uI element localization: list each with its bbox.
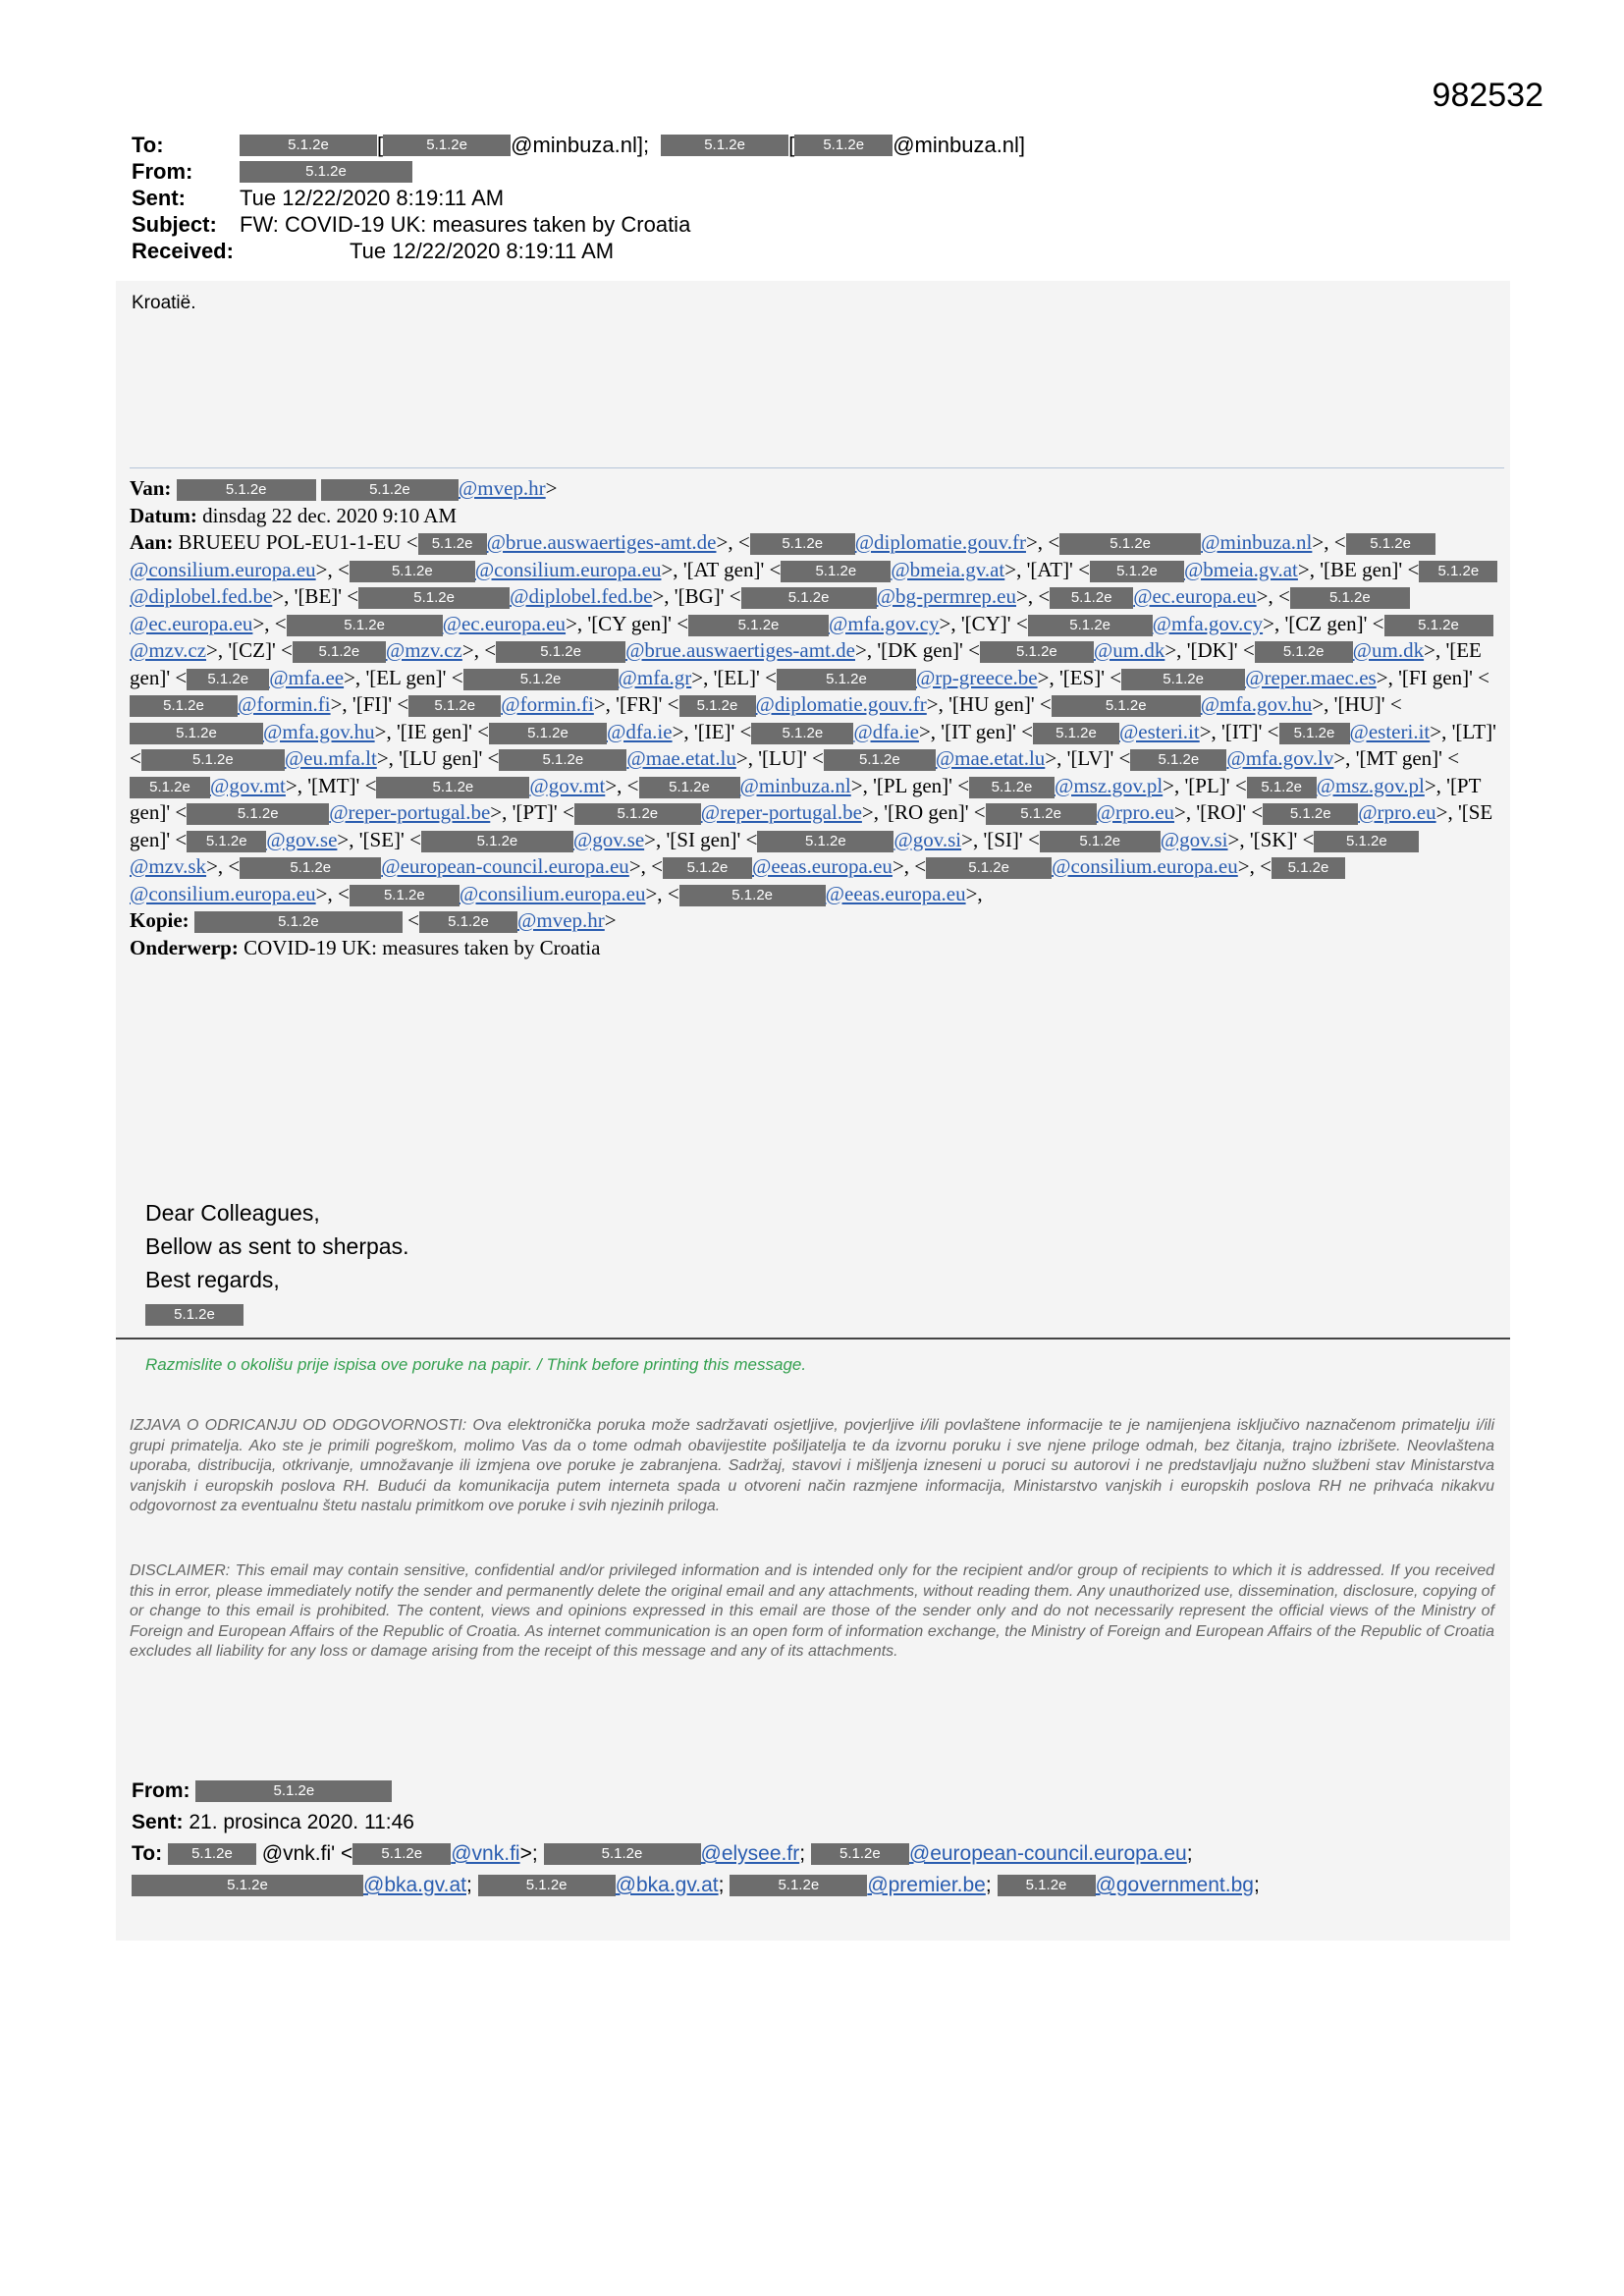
quoted-sent-value: 21. prosinca 2020. 11:46 bbox=[189, 1811, 414, 1833]
cc-email-link[interactable]: @mvep.hr bbox=[517, 908, 605, 932]
redaction-box: 5.1.2e bbox=[824, 749, 936, 771]
recipient-label: '[DK gen]' bbox=[877, 638, 963, 662]
redaction-box: 5.1.2e bbox=[1314, 831, 1419, 852]
disclaimer-croatian: IZJAVA O ODRICANJU OD ODGOVORNOSTI: Ova elektronička poruka može sadržavati osjetljive, povjerljive i/ili povlaštene informacije te je namijenjena isključivo naznačenom primatelju i/ili grupi primatelja. Ako ste je primili pogreškom, molimo Vas da o tome odmah obavijestite pošiljatelja te da izvornu poruku i sve njene priloge odmah, bez čitanja, trajno izbrišete. Neovlaštena uporaba, distribucija, otkrivanje, umnožavanje ili izmjena ove poruke je zabranjena. Sadržaj, stavovi i mišljenja izneseni u poruci su autorovi i ne predstavljaju nužno službeni stav Ministarstva vanjskih i europskih poslova RH. Budući da komunikacija putem interneta spada u otvoreni način razmjene informacija, Ministarstvo vanjskih i europskih poslova RH ne prihvaća nikakvu odgovornost za eventualnu štetu nastalu primitkom ove poruke i svih njezinih priloga. bbox=[130, 1417, 1494, 1514]
redaction-box: 5.1.2e bbox=[998, 1875, 1096, 1896]
redaction-box: 5.1.2e bbox=[1272, 857, 1345, 879]
recipient-email-link[interactable]: @mfa.gov.cy bbox=[1152, 611, 1264, 635]
recipient-email-link[interactable]: @diplomatie.gouv.fr bbox=[854, 530, 1026, 554]
greeting bbox=[145, 1196, 408, 1330]
redaction-box: 5.1.2e bbox=[1130, 749, 1226, 771]
recipient-label: '[RO gen]' bbox=[884, 800, 969, 824]
recipient-email-link[interactable]: @minbuza.nl bbox=[1201, 530, 1313, 554]
redaction-box: 5.1.2e bbox=[287, 615, 443, 636]
subject-label: Subject: bbox=[132, 212, 217, 237]
redaction-box: 5.1.2e bbox=[1052, 695, 1201, 717]
recipient-list: < 5.1.2e @brue.auswaertiges-amt.de>, < 5.1.2e @diplomatie.gouv.fr>, < 5.1.2e @minbuza.nl>, < 5.1.2e@consilium.europa.eu>, < 5.1.2e @consilium.europa.eu>, '[AT gen]' < 5.1.2e @bmeia.gv.at>, '[AT]' < 5.1.2e @bmeia.gv.at>, '[BE gen]' < 5.1.2e@diplobel.fed.be>, '[BE]' < 5.1.2e @diplobel.fed.be>, '[BG]' < 5.1.2e @bg-permrep.eu>, < 5.1.2e @ec.europa.eu>, < 5.1.2e@ec.europa.eu>, < 5.1.2e @ec.europa.eu>, '[CY gen]' < 5.1.2e @mfa.gov.cy>, '[CY]' < 5.1.2e @mfa.gov.cy>, '[CZ gen]' < 5.1.2e@mzv.cz>, '[CZ]' < 5.1.2e @mzv.cz>, < 5.1.2e @brue.auswaertiges-amt.de>, '[DK gen]' < 5.1.2e @um.dk>, '[DK]' < 5.1.2e @um.dk>, '[EE gen]' < 5.1.2e @mfa.ee>, '[EL gen]' < 5.1.2e @mfa.gr>, '[EL]' < 5.1.2e @rp-greece.be>, '[ES]' < 5.1.2e @reper.maec.es>, '[FI gen]' <5.1.2e @formin.fi>, '[FI]' < 5.1.2e @formin.fi>, '[FR]' < 5.1.2e @diplomatie.gouv.fr>, '[HU gen]' < 5.1.2e @mfa.gov.hu>, '[HU]' <5.1.2e @mfa.gov.hu>, '[IE gen]' < 5.1.2e @dfa.ie>, '[IE]' < 5.1.2e @dfa.ie>, '[IT gen]' < 5.1.2e @esteri.it>, '[IT]' < 5.1.2e @esteri.it>, '[LT]' < 5.1.2e @eu.mfa.lt>, '[LU gen]' < 5.1.2e @mae.etat.lu>, '[LU]' < 5.1.2e @mae.etat.lu>, '[LV]' < 5.1.2e @mfa.gov.lv>, '[MT gen]' <5.1.2e @gov.mt>, '[MT]' < 5.1.2e @gov.mt>, < 5.1.2e @minbuza.nl>, '[PL gen]' < 5.1.2e @msz.gov.pl>, '[PL]' < 5.1.2e @msz.gov.pl>, '[PT gen]' < 5.1.2e @reper-portugal.be>, '[PT]' < 5.1.2e @reper-portugal.be>, '[RO gen]' < 5.1.2e @rpro.eu>, '[RO]' < 5.1.2e @rpro.eu>, '[SE gen]' < 5.1.2e @gov.se>, '[SE]' < 5.1.2e @gov.se>, '[SI gen]' < 5.1.2e @gov.si>, '[SI]' < 5.1.2e @gov.si>, '[SK]' < 5.1.2e@mzv.sk>, < 5.1.2e @european-council.europa.eu>, < 5.1.2e @eeas.europa.eu>, < 5.1.2e @consilium.europa.eu>, < 5.1.2e@consilium.europa.eu>, < 5.1.2e @consilium.europa.eu>, < 5.1.2e @eeas.europa.eu>, bbox=[130, 530, 1496, 905]
recipient-email-link[interactable]: @mfa.gov.cy bbox=[829, 611, 940, 635]
redaction-box: 5.1.2e bbox=[1419, 561, 1497, 582]
bracket: [ bbox=[788, 133, 795, 157]
recipient-email-link[interactable]: @bg-permrep.eu bbox=[876, 584, 1016, 608]
redaction-box: 5.1.2e bbox=[187, 831, 266, 852]
redaction-box: 5.1.2e bbox=[376, 777, 529, 798]
recipient-email-link[interactable]: @rpro.eu bbox=[1096, 800, 1175, 824]
recipient-email-link[interactable]: @gov.si bbox=[893, 827, 962, 851]
recipient-email-link[interactable]: @mfa.gov.hu bbox=[1200, 692, 1313, 716]
recipient-email-link[interactable]: @gov.si bbox=[1160, 827, 1228, 851]
recipient-email-link[interactable]: @reper.maec.es bbox=[1245, 665, 1377, 689]
redaction-box: 5.1.2e bbox=[130, 695, 238, 717]
recipient-email-link[interactable]: @mzv.cz bbox=[385, 638, 462, 662]
recipient-email-link[interactable]: @brue.auswaertiges-amt.de bbox=[625, 638, 855, 662]
redaction-box: 5.1.2e bbox=[132, 1875, 363, 1896]
recipient-email-link[interactable]: @formin.fi bbox=[238, 692, 331, 716]
recipient-email-link[interactable]: @reper-portugal.be bbox=[700, 800, 862, 824]
recipient-label: '[EL]' bbox=[713, 665, 760, 689]
recipient-label: '[HU]' bbox=[1333, 692, 1385, 716]
recipient-label: '[MT gen]' bbox=[1355, 746, 1442, 770]
recipient-label: '[FI gen]' bbox=[1398, 665, 1473, 689]
redaction-box: 5.1.2e bbox=[679, 695, 756, 717]
recipient-email-link[interactable]: @bmeia.gv.at bbox=[1183, 557, 1298, 581]
redaction-box: 5.1.2e bbox=[408, 695, 501, 717]
received-label: Received: bbox=[132, 239, 234, 263]
recipient-label: '[BE gen]' bbox=[1320, 557, 1403, 581]
recipient-email-link[interactable]: @rp-greece.be bbox=[915, 665, 1038, 689]
redaction-box: 5.1.2e bbox=[794, 135, 893, 156]
redaction-box: 5.1.2e bbox=[679, 885, 826, 906]
recipient-label: '[SI gen]' bbox=[666, 827, 741, 851]
eco-note: Razmislite o okolišu prije ispisa ove poruke na papir. / Think before printing this message. bbox=[145, 1355, 807, 1374]
redaction-box: 5.1.2e bbox=[141, 749, 285, 771]
redaction-box: 5.1.2e bbox=[240, 161, 412, 183]
recipient-email-link[interactable]: @mzv.cz bbox=[130, 638, 207, 662]
recipient-email-link[interactable]: @consilium.europa.eu bbox=[1052, 854, 1238, 878]
quoted-to-line: To: 5.1.2e @vnk.fi' < 5.1.2e @vnk.fi>; 5.1.2e @elysee.fr; 5.1.2e @european-council.europa.eu; bbox=[132, 1842, 1193, 1865]
redaction-box: 5.1.2e bbox=[421, 831, 573, 852]
redaction-box: 5.1.2e bbox=[350, 885, 460, 906]
recipient-label: '[LU gen]' bbox=[399, 746, 483, 770]
received-value: Tue 12/22/2020 8:19:11 AM bbox=[350, 239, 615, 263]
quoted-to-link[interactable]: @vnk.fi bbox=[451, 1842, 520, 1865]
disclaimer-english: DISCLAIMER: This email may contain sensitive, confidential and/or privileged information and is intended only for the recipient and/or group of recipients to which it is addressed. If you received this in error, please immediately notify the sender and permanently delete the original email and any attachments, without reading them. Any unauthorized use, dissemination, disclosure, copying of or change to this email is prohibited. The content, views and opinions expressed in this email are those of the sender only and do not necessarily represent the official views of the Ministry of Foreign and European Affairs of the Republic of Croatia. As internet communication is an open form of information exchange, the Ministry of Foreign and European Affairs of the Republic of Croatia excludes all liability for any loss or damage arising from the receipt of this message and any of its attachments. bbox=[130, 1562, 1494, 1660]
redaction-box: 5.1.2e bbox=[1263, 803, 1358, 825]
recipient-label: '[BE]' bbox=[294, 584, 343, 608]
kopie-line: Kopie: 5.1.2e < 5.1.2e @mvep.hr> bbox=[130, 908, 617, 932]
recipient-label: '[IE gen]' bbox=[396, 719, 472, 743]
to-row bbox=[132, 132, 1025, 158]
aan-first: BRUEEU POL-EU1-1-EU bbox=[178, 530, 402, 554]
recipient-email-link[interactable]: @msz.gov.pl bbox=[1055, 773, 1164, 797]
body-intro: Kroatië. bbox=[132, 293, 196, 313]
recipient-label: '[SE gen]' bbox=[130, 800, 1493, 851]
recipient-email-link[interactable]: @reper-portugal.be bbox=[329, 800, 491, 824]
redaction-box: 5.1.2e bbox=[478, 1875, 616, 1896]
quoted-sent-line bbox=[132, 1807, 1260, 1838]
recipient-label: '[IE]' bbox=[693, 719, 735, 743]
redaction-box: 5.1.2e bbox=[1290, 587, 1410, 609]
redaction-box: 5.1.2e bbox=[639, 777, 740, 798]
redaction-box: 5.1.2e bbox=[1121, 669, 1245, 690]
quoted-to-link[interactable]: @government.bg bbox=[1095, 1874, 1254, 1896]
recipient-email-link[interactable]: @ec.europa.eu bbox=[130, 611, 253, 635]
redaction-box: 5.1.2e bbox=[926, 857, 1052, 879]
to-domain: @minbuza.nl] bbox=[893, 133, 1026, 157]
redaction-box: 5.1.2e bbox=[187, 669, 269, 690]
quoted-from-line bbox=[132, 1776, 1260, 1807]
redaction-box: 5.1.2e bbox=[195, 1780, 392, 1802]
recipient-email-link[interactable]: @eeas.europa.eu bbox=[825, 881, 966, 905]
recipient-label: '[SI]' bbox=[983, 827, 1023, 851]
onderwerp-value: COVID-19 UK: measures taken by Croatia bbox=[244, 935, 601, 959]
to-label: To: bbox=[132, 133, 164, 157]
recipient-label: '[FI]' bbox=[352, 692, 393, 716]
quoted-from-label: From: bbox=[132, 1779, 190, 1802]
recipient-label: '[IT gen]' bbox=[941, 719, 1016, 743]
redaction-box: 5.1.2e bbox=[663, 857, 752, 879]
greeting-line: Bellow as sent to sherpas. bbox=[145, 1233, 409, 1259]
recipient-label: '[RO]' bbox=[1196, 800, 1247, 824]
redaction-box: 5.1.2e bbox=[544, 1843, 701, 1865]
datum-value: dinsdag 22 dec. 2020 9:10 AM bbox=[202, 503, 458, 527]
redaction-box: 5.1.2e bbox=[489, 723, 607, 744]
recipient-email-link[interactable]: @gov.se bbox=[266, 827, 338, 851]
recipient-email-link[interactable]: @um.dk bbox=[1093, 638, 1165, 662]
sent-value: Tue 12/22/2020 8:19:11 AM bbox=[240, 186, 505, 210]
van-label: Van: bbox=[130, 476, 172, 500]
redaction-box: 5.1.2e bbox=[986, 803, 1097, 825]
quoted-to-label: To: bbox=[132, 1842, 163, 1865]
redaction-box: 5.1.2e bbox=[1050, 587, 1133, 609]
from-label: From: bbox=[132, 159, 193, 184]
redaction-box: 5.1.2e bbox=[1028, 615, 1153, 636]
recipient-label: '[DK]' bbox=[1186, 638, 1238, 662]
recipient-email-link[interactable]: @ec.europa.eu bbox=[442, 611, 567, 635]
recipient-label: '[MT]' bbox=[307, 773, 360, 797]
redaction-box: 5.1.2e bbox=[757, 831, 893, 852]
greeting-line: Best regards, bbox=[145, 1267, 280, 1292]
recipient-label: '[FR]' bbox=[616, 692, 663, 716]
redaction-box: 5.1.2e bbox=[418, 533, 487, 555]
aan-line bbox=[130, 529, 1504, 907]
received-row bbox=[132, 238, 1025, 264]
redaction-box: 5.1.2e bbox=[781, 561, 891, 582]
recipient-label: '[AT gen]' bbox=[682, 557, 765, 581]
recipient-email-link[interactable]: @diplobel.fed.be bbox=[130, 584, 273, 608]
redaction-box: 5.1.2e bbox=[574, 803, 701, 825]
redaction-box: 5.1.2e bbox=[969, 777, 1055, 798]
redaction-box: 5.1.2e bbox=[240, 857, 381, 879]
recipient-label: '[SK]' bbox=[1249, 827, 1298, 851]
redaction-box: 5.1.2e bbox=[383, 135, 511, 156]
recipient-email-link[interactable]: @gov.mt bbox=[210, 773, 286, 797]
redaction-box: 5.1.2e bbox=[130, 777, 210, 798]
onderwerp-label: Onderwerp: bbox=[130, 935, 239, 959]
recipient-email-link[interactable]: @mae.etat.lu bbox=[626, 746, 736, 770]
quoted-to-link[interactable]: @european-council.europa.eu bbox=[908, 1842, 1187, 1865]
redaction-box: 5.1.2e bbox=[463, 669, 619, 690]
quoted-to-line-2: 5.1.2e @bka.gv.at; 5.1.2e @bka.gv.at; 5.1.2e @premier.be; 5.1.2e @government.bg; bbox=[132, 1870, 1260, 1901]
recipient-email-link[interactable]: @gov.mt bbox=[529, 773, 606, 797]
redaction-box: 5.1.2e bbox=[980, 641, 1094, 663]
redaction-box: 5.1.2e bbox=[177, 479, 316, 501]
recipient-email-link[interactable]: @esteri.it bbox=[1349, 719, 1431, 743]
redaction-box: 5.1.2e bbox=[1090, 561, 1184, 582]
redaction-box: 5.1.2e bbox=[1384, 615, 1493, 636]
recipient-email-link[interactable]: @mzv.sk bbox=[130, 854, 207, 878]
signature-redaction: 5.1.2e bbox=[145, 1304, 244, 1326]
recipient-email-link[interactable]: @um.dk bbox=[1352, 638, 1425, 662]
sender-email-link[interactable]: @mvep.hr bbox=[458, 476, 546, 500]
recipient-email-link[interactable]: @mfa.gr bbox=[618, 665, 692, 689]
recipient-email-link[interactable]: @mfa.gov.hu bbox=[263, 719, 375, 743]
recipient-email-link[interactable]: @mfa.ee bbox=[269, 665, 345, 689]
redaction-box: 5.1.2e bbox=[751, 723, 853, 744]
redaction-box: 5.1.2e bbox=[350, 561, 475, 582]
recipient-label: '[LU]' bbox=[758, 746, 807, 770]
redaction-box: 5.1.2e bbox=[1040, 831, 1161, 852]
redaction-box: 5.1.2e bbox=[661, 135, 788, 156]
redaction-box: 5.1.2e bbox=[741, 587, 877, 609]
redaction-box: 5.1.2e bbox=[777, 669, 916, 690]
recipient-email-link[interactable]: @dfa.ie bbox=[607, 719, 673, 743]
redaction-box: 5.1.2e bbox=[1279, 723, 1350, 744]
recipient-email-link[interactable]: @bmeia.gv.at bbox=[891, 557, 1005, 581]
onderwerp-line bbox=[130, 935, 1504, 962]
forwarded-message bbox=[130, 475, 1504, 961]
quoted-to-link[interactable]: @elysee.fr bbox=[700, 1842, 800, 1865]
recipient-email-link[interactable]: @mfa.gov.lv bbox=[1226, 746, 1334, 770]
sent-row bbox=[132, 185, 1025, 211]
redaction-box: 5.1.2e bbox=[1033, 723, 1119, 744]
redaction-box: 5.1.2e bbox=[240, 135, 377, 156]
recipient-email-link[interactable]: @diplobel.fed.be bbox=[510, 584, 653, 608]
datum-line bbox=[130, 503, 1504, 530]
recipient-email-link[interactable]: @eu.mfa.lt bbox=[284, 746, 377, 770]
redaction-box: 5.1.2e bbox=[1346, 533, 1435, 555]
aan-label: Aan: bbox=[130, 530, 174, 554]
document-number: 982532 bbox=[1432, 77, 1543, 114]
redaction-box: 5.1.2e bbox=[352, 1843, 451, 1865]
recipient-email-link[interactable]: @esteri.it bbox=[1118, 719, 1200, 743]
recipient-email-link[interactable]: @rpro.eu bbox=[1358, 800, 1436, 824]
recipient-email-link[interactable]: @mae.etat.lu bbox=[935, 746, 1046, 770]
recipient-label: '[PT]' bbox=[512, 800, 558, 824]
recipient-email-link[interactable]: @dfa.ie bbox=[853, 719, 919, 743]
recipient-email-link[interactable]: @minbuza.nl bbox=[739, 773, 851, 797]
recipient-label: '[CZ]' bbox=[228, 638, 276, 662]
van-line: Van: 5.1.2e 5.1.2e @mvep.hr> bbox=[130, 476, 558, 500]
recipient-label: '[LV]' bbox=[1066, 746, 1114, 770]
quoted-to-link[interactable]: @bka.gv.at bbox=[363, 1874, 466, 1896]
redaction-box: 5.1.2e bbox=[688, 615, 829, 636]
greeting-line: Dear Colleagues, bbox=[145, 1200, 320, 1226]
bracket: [ bbox=[377, 133, 384, 157]
recipient-label: '[EE gen]' bbox=[130, 638, 1482, 689]
recipient-label: '[SE]' bbox=[358, 827, 405, 851]
recipient-label: '[ES]' bbox=[1058, 665, 1106, 689]
quoted-to-link[interactable]: @bka.gv.at bbox=[615, 1874, 719, 1896]
redaction-box: 5.1.2e bbox=[168, 1843, 256, 1865]
redaction-box: 5.1.2e bbox=[496, 641, 625, 663]
redaction-box: 5.1.2e bbox=[321, 479, 459, 501]
quoted-to-link[interactable]: @premier.be bbox=[867, 1874, 986, 1896]
recipient-email-link[interactable]: @gov.se bbox=[572, 827, 645, 851]
redaction-box: 5.1.2e bbox=[187, 803, 329, 825]
redaction-box: 5.1.2e bbox=[419, 911, 517, 933]
redaction-box: 5.1.2e bbox=[750, 533, 855, 555]
horizontal-rule bbox=[116, 1338, 1510, 1339]
recipient-label: '[IT]' bbox=[1221, 719, 1263, 743]
email-header bbox=[132, 132, 1025, 264]
recipient-label: '[CZ gen]' bbox=[1284, 611, 1368, 635]
recipient-label: '[PL]' bbox=[1184, 773, 1230, 797]
recipient-email-link[interactable]: @consilium.europa.eu bbox=[130, 557, 316, 581]
recipient-label: '[PT gen]' bbox=[130, 773, 1482, 824]
recipient-label: '[AT]' bbox=[1026, 557, 1073, 581]
redaction-box: 5.1.2e bbox=[1059, 533, 1201, 555]
quoted-to-prefix: @vnk.fi' bbox=[261, 1842, 336, 1865]
redaction-box: 5.1.2e bbox=[1247, 777, 1317, 798]
recipient-email-link[interactable]: @ec.europa.eu bbox=[1133, 584, 1257, 608]
recipient-email-link[interactable]: @eeas.europa.eu bbox=[752, 854, 893, 878]
recipient-email-link[interactable]: @msz.gov.pl bbox=[1316, 773, 1425, 797]
from-row bbox=[132, 158, 1025, 185]
subject-row bbox=[132, 211, 1025, 238]
kopie-label: Kopie: bbox=[130, 908, 189, 932]
recipient-label: '[HU gen]' bbox=[948, 692, 1035, 716]
recipient-email-link[interactable]: @consilium.europa.eu bbox=[459, 881, 646, 905]
redaction-box: 5.1.2e bbox=[130, 723, 263, 744]
redaction-box: 5.1.2e bbox=[499, 749, 626, 771]
recipient-email-link[interactable]: @european-council.europa.eu bbox=[381, 854, 629, 878]
redaction-box: 5.1.2e bbox=[194, 911, 403, 933]
recipient-email-link[interactable]: @consilium.europa.eu bbox=[130, 881, 316, 905]
recipient-label: '[PL gen]' bbox=[873, 773, 952, 797]
recipient-email-link[interactable]: @diplomatie.gouv.fr bbox=[755, 692, 927, 716]
recipient-label: '[LT]' bbox=[1451, 719, 1496, 743]
recipient-email-link[interactable]: @consilium.europa.eu bbox=[474, 557, 662, 581]
recipient-label: '[CY gen]' bbox=[587, 611, 672, 635]
quoted-sent-label: Sent: bbox=[132, 1811, 184, 1833]
to-domain: @minbuza.nl]; bbox=[511, 133, 650, 157]
redaction-box: 5.1.2e bbox=[811, 1843, 909, 1865]
subject-value: FW: COVID-19 UK: measures taken by Croatia bbox=[240, 212, 691, 237]
quoted-email-header bbox=[132, 1776, 1260, 1901]
separator-line bbox=[130, 467, 1504, 468]
recipient-label: '[EL gen]' bbox=[365, 665, 447, 689]
redaction-box: 5.1.2e bbox=[730, 1875, 867, 1896]
redaction-box: 5.1.2e bbox=[358, 587, 510, 609]
sent-label: Sent: bbox=[132, 186, 186, 210]
recipient-label: '[CY]' bbox=[960, 611, 1011, 635]
recipient-label: '[BG]' bbox=[674, 584, 725, 608]
redaction-box: 5.1.2e bbox=[1255, 641, 1353, 663]
redaction-box: 5.1.2e bbox=[293, 641, 386, 663]
recipient-email-link[interactable]: @brue.auswaertiges-amt.de bbox=[486, 530, 717, 554]
recipient-email-link[interactable]: @formin.fi bbox=[501, 692, 594, 716]
datum-label: Datum: bbox=[130, 503, 197, 527]
